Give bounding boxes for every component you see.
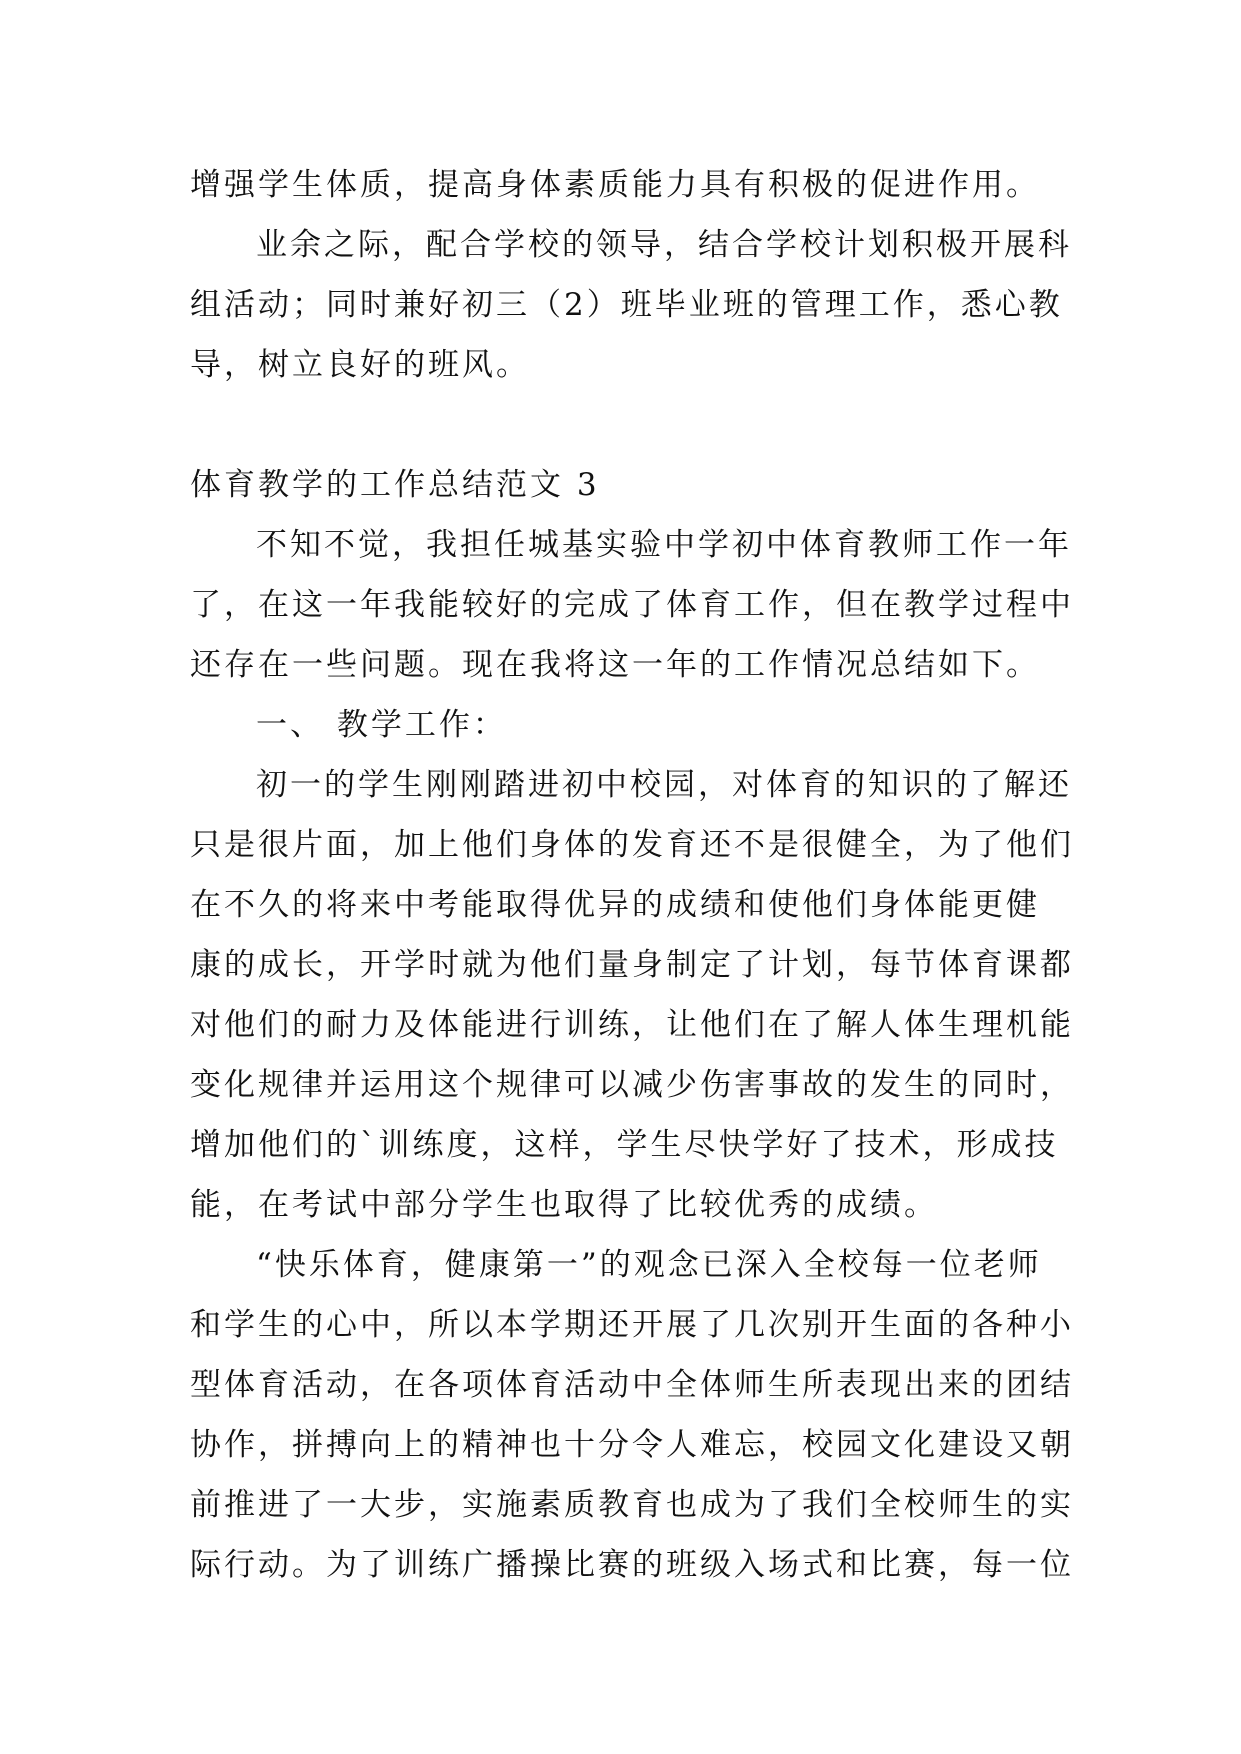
- paragraph-2: [190, 215, 1070, 395]
- text-line: 只是很片面，加上他们身体的发育还不是很健全，为了他们: [190, 827, 1074, 863]
- text-line: 协作，拼搏向上的精神也十分令人难忘，校园文化建设又朝: [190, 1427, 1074, 1463]
- paragraph-4: [190, 755, 1074, 1235]
- subheading-teaching-work: [190, 695, 1070, 755]
- paragraph-1: [190, 155, 1070, 215]
- text-line: 增强学生体质，提高身体素质能力具有积极的促进作用。: [190, 167, 1040, 203]
- text-line: 和学生的心中，所以本学期还开展了几次别开生面的各种小: [190, 1307, 1074, 1343]
- text-line: 际行动。为了训练广播操比赛的班级入场式和比赛，每一位: [190, 1547, 1074, 1583]
- text-line: 对他们的耐力及体能进行训练，让他们在了解人体生理机能: [190, 1007, 1074, 1043]
- text-line: 增加他们的`训练度，这样，学生尽快学好了技术，形成技: [190, 1127, 1059, 1163]
- paragraph-spacer: [190, 395, 1070, 455]
- text-line: 一、 教学工作：: [256, 707, 507, 743]
- text-line: 导，树立良好的班风。: [190, 347, 530, 383]
- text-line: “快乐体育，健康第一”的观念已深入全校每一位老师: [256, 1247, 1042, 1283]
- text-line: 体育教学的工作总结范文 3: [190, 467, 600, 503]
- text-line: 还存在一些问题。现在我将这一年的工作情况总结如下。: [190, 647, 1040, 683]
- text-line: 前推进了一大步，实施素质教育也成为了我们全校师生的实: [190, 1487, 1074, 1523]
- text-line: 在不久的将来中考能取得优异的成绩和使他们身体能更健: [190, 887, 1040, 923]
- text-line: 了，在这一年我能较好的完成了体育工作，但在教学过程中: [190, 587, 1074, 623]
- paragraph-5: [190, 1235, 1074, 1595]
- text-line: 组活动；同时兼好初三（2）班毕业班的管理工作，悉心教: [190, 287, 1063, 323]
- text-line: 初一的学生刚刚踏进初中校园，对体育的知识的了解还: [256, 767, 1072, 803]
- document-body: [190, 155, 1074, 1595]
- text-line: 能，在考试中部分学生也取得了比较优秀的成绩。: [190, 1187, 938, 1223]
- paragraph-3: [190, 515, 1074, 695]
- text-line: 不知不觉，我担任城基实验中学初中体育教师工作一年: [256, 527, 1072, 563]
- text-line: 业余之际，配合学校的领导，结合学校计划积极开展科: [256, 227, 1072, 263]
- text-line: 康的成长，开学时就为他们量身制定了计划，每节体育课都: [190, 947, 1074, 983]
- section-title: [190, 455, 1070, 515]
- text-line: 型体育活动，在各项体育活动中全体师生所表现出来的团结: [190, 1367, 1074, 1403]
- text-line: 变化规律并运用这个规律可以减少伤害事故的发生的同时，: [190, 1067, 1074, 1103]
